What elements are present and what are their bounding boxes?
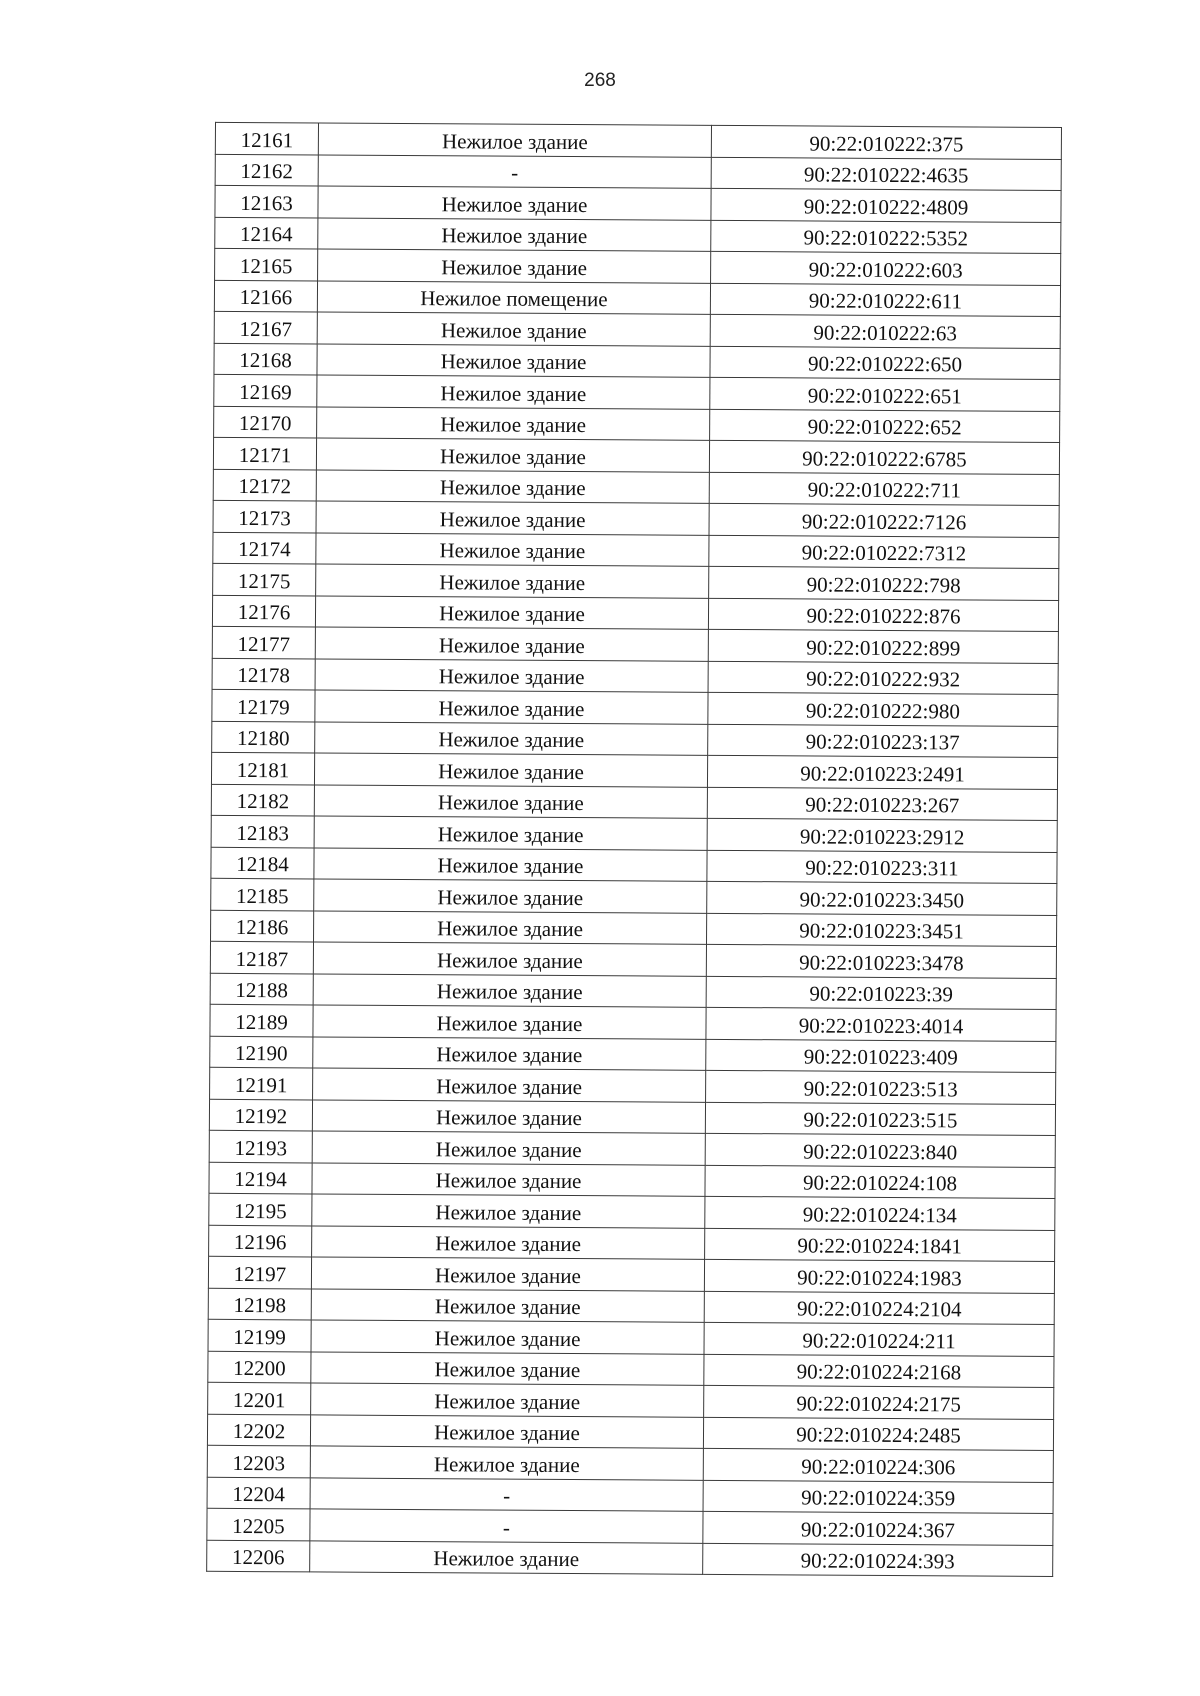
object-type-cell: - [310,1477,703,1511]
cadastral-number-cell: 90:22:010222:980 [708,692,1058,726]
object-type-cell: Нежилое здание [318,217,711,251]
table-row [209,1099,1055,1136]
table-row [215,217,1061,254]
table-row [212,721,1058,758]
table-row [208,1256,1054,1293]
table-row [209,1193,1055,1230]
row-number-cell: 12180 [212,721,315,753]
row-number-cell: 12197 [208,1256,311,1288]
cadastral-number-cell: 90:22:010224:108 [705,1165,1055,1199]
table-row [214,374,1060,411]
row-number-cell: 12165 [215,248,318,280]
table-row [215,248,1061,285]
cadastral-number-cell: 90:22:010224:306 [703,1448,1053,1482]
object-type-cell: Нежилое здание [315,595,708,629]
cadastral-number-cell: 90:22:010223:515 [705,1102,1055,1136]
cadastral-number-cell: 90:22:010222:5352 [711,220,1061,254]
page-number: 268 [584,70,616,91]
cadastral-number-cell: 90:22:010223:3450 [707,881,1057,915]
table-row [208,1351,1054,1388]
object-type-cell: Нежилое здание [312,1131,705,1165]
row-number-cell: 12167 [214,311,317,343]
row-number-cell: 12183 [211,815,314,847]
cadastral-number-cell: 90:22:010224:134 [705,1196,1055,1230]
row-number-cell: 12196 [209,1225,312,1257]
object-type-cell: Нежилое здание [316,469,709,503]
cadastral-number-cell: 90:22:010222:603 [711,251,1061,285]
table-row [215,154,1061,191]
object-type-cell: Нежилое здание [311,1257,704,1291]
object-type-cell: Нежилое здание [313,1068,706,1102]
object-type-cell: Нежилое здание [312,1225,705,1259]
table-row [213,500,1059,537]
row-number-cell: 12171 [213,437,316,469]
row-number-cell: 12163 [215,185,318,217]
object-type-cell: Нежилое здание [310,1446,703,1480]
cadastral-number-cell: 90:22:010222:611 [710,283,1060,317]
table-row [211,752,1057,789]
cadastral-number-cell: 90:22:010224:211 [704,1322,1054,1356]
object-type-cell: Нежилое здание [316,532,709,566]
cadastral-number-cell: 90:22:010222:63 [710,314,1060,348]
row-number-cell: 12192 [209,1099,312,1131]
object-type-cell: Нежилое здание [314,753,707,787]
row-number-cell: 12204 [207,1477,310,1509]
row-number-cell: 12190 [210,1036,313,1068]
row-number-cell: 12161 [215,122,318,154]
cadastral-number-cell: 90:22:010223:2491 [707,755,1057,789]
row-number-cell: 12164 [215,217,318,249]
object-type-cell: Нежилое здание [318,186,711,220]
row-number-cell: 12199 [208,1319,311,1351]
cadastral-number-cell: 90:22:010224:2485 [703,1417,1053,1451]
cadastral-number-cell: 90:22:010224:393 [703,1543,1053,1577]
cadastral-number-cell: 90:22:010223:311 [707,850,1057,884]
row-number-cell: 12200 [208,1351,311,1383]
table-row [209,1130,1055,1167]
table-row [215,122,1061,159]
cadastral-number-cell: 90:22:010223:267 [707,787,1057,821]
table-row [207,1445,1053,1482]
table-row [211,910,1057,947]
object-type-cell: - [310,1509,703,1543]
object-type-cell: Нежилое здание [311,1320,704,1354]
cadastral-number-cell: 90:22:010224:367 [703,1511,1053,1545]
object-type-cell: Нежилое здание [316,501,709,535]
row-number-cell: 12184 [211,847,314,879]
cadastral-number-cell: 90:22:010224:359 [703,1480,1053,1514]
row-number-cell: 12178 [212,658,315,690]
object-type-cell: Нежилое здание [314,910,707,944]
row-number-cell: 12186 [211,910,314,942]
object-type-cell: Нежилое здание [313,973,706,1007]
object-type-cell: Нежилое здание [315,690,708,724]
table-row [212,689,1058,726]
table-row [213,532,1059,569]
row-number-cell: 12169 [214,374,317,406]
object-type-cell: Нежилое здание [313,1005,706,1039]
cadastral-number-cell: 90:22:010224:2104 [704,1291,1054,1325]
object-type-cell: - [318,154,711,188]
cadastral-number-cell: 90:22:010222:651 [710,377,1060,411]
row-number-cell: 12176 [212,595,315,627]
object-type-cell: Нежилое здание [317,343,710,377]
object-type-cell: Нежилое здание [318,123,711,157]
table-row [213,563,1059,600]
table-row [212,658,1058,695]
object-type-cell: Нежилое здание [311,1351,704,1385]
table-row [208,1288,1054,1325]
table-row [212,626,1058,663]
table-row [214,311,1060,348]
row-number-cell: 12201 [208,1382,311,1414]
cadastral-number-cell: 90:22:010222:876 [708,598,1058,632]
object-type-cell: Нежилое здание [314,784,707,818]
cadastral-number-cell: 90:22:010223:3451 [707,913,1057,947]
object-type-cell: Нежилое здание [315,658,708,692]
row-number-cell: 12181 [211,752,314,784]
row-number-cell: 12188 [210,973,313,1005]
cadastral-number-cell: 90:22:010224:2168 [704,1354,1054,1388]
table-row [214,406,1060,443]
table-row [211,784,1057,821]
cadastral-number-cell: 90:22:010223:840 [705,1133,1055,1167]
object-type-cell: Нежилое здание [311,1383,704,1417]
table-row [210,941,1056,978]
table-row [209,1162,1055,1199]
row-number-cell: 12170 [214,406,317,438]
table-row [207,1508,1053,1545]
cadastral-number-cell: 90:22:010223:513 [706,1070,1056,1104]
registry-table-body [207,122,1062,1576]
cadastral-number-cell: 90:22:010222:4635 [711,157,1061,191]
object-type-cell: Нежилое здание [315,721,708,755]
table-row [207,1477,1053,1514]
object-type-cell: Нежилое здание [312,1162,705,1196]
cadastral-number-cell: 90:22:010222:798 [709,566,1059,600]
table-row [212,595,1058,632]
row-number-cell: 12191 [210,1067,313,1099]
row-number-cell: 12182 [211,784,314,816]
row-number-cell: 12189 [210,1004,313,1036]
registry-table [206,122,1062,1577]
row-number-cell: 12185 [211,878,314,910]
table-row [213,437,1059,474]
table-row [215,185,1061,222]
table-row [210,1067,1056,1104]
table-row [209,1225,1055,1262]
cadastral-number-cell: 90:22:010222:6785 [709,440,1059,474]
cadastral-number-cell: 90:22:010222:652 [710,409,1060,443]
object-type-cell: Нежилое здание [310,1540,703,1574]
object-type-cell: Нежилое здание [313,1036,706,1070]
row-number-cell: 12198 [208,1288,311,1320]
object-type-cell: Нежилое здание [317,406,710,440]
object-type-cell: Нежилое здание [310,1414,703,1448]
row-number-cell: 12177 [212,626,315,658]
row-number-cell: 12187 [210,941,313,973]
cadastral-number-cell: 90:22:010223:2912 [707,818,1057,852]
cadastral-number-cell: 90:22:010223:39 [706,976,1056,1010]
cadastral-number-cell: 90:22:010223:3478 [706,944,1056,978]
object-type-cell: Нежилое здание [313,942,706,976]
table-row [207,1540,1053,1577]
table-row [208,1319,1054,1356]
cadastral-number-cell: 90:22:010222:711 [709,472,1059,506]
cadastral-number-cell: 90:22:010223:137 [708,724,1058,758]
row-number-cell: 12195 [209,1193,312,1225]
object-type-cell: Нежилое помещение [317,280,710,314]
cadastral-number-cell: 90:22:010222:650 [710,346,1060,380]
row-number-cell: 12179 [212,689,315,721]
object-type-cell: Нежилое здание [311,1288,704,1322]
row-number-cell: 12172 [213,469,316,501]
table-row [214,280,1060,317]
row-number-cell: 12206 [207,1540,310,1572]
row-number-cell: 12168 [214,343,317,375]
object-type-cell: Нежилое здание [316,564,709,598]
cadastral-number-cell: 90:22:010222:899 [708,629,1058,663]
table-row [210,973,1056,1010]
cadastral-number-cell: 90:22:010224:1841 [705,1228,1055,1262]
object-type-cell: Нежилое здание [316,438,709,472]
cadastral-number-cell: 90:22:010223:4014 [706,1007,1056,1041]
row-number-cell: 12203 [207,1445,310,1477]
object-type-cell: Нежилое здание [315,627,708,661]
cadastral-number-cell: 90:22:010222:7312 [709,535,1059,569]
object-type-cell: Нежилое здание [314,879,707,913]
table-row [211,878,1057,915]
table-row [208,1382,1054,1419]
object-type-cell: Нежилое здание [317,375,710,409]
table-row [210,1004,1056,1041]
row-number-cell: 12193 [209,1130,312,1162]
object-type-cell: Нежилое здание [314,816,707,850]
table-row [211,815,1057,852]
row-number-cell: 12202 [207,1414,310,1446]
object-type-cell: Нежилое здание [318,249,711,283]
cadastral-number-cell: 90:22:010223:409 [706,1039,1056,1073]
table-row [210,1036,1056,1073]
row-number-cell: 12205 [207,1508,310,1540]
table-row [214,343,1060,380]
object-type-cell: Нежилое здание [312,1099,705,1133]
row-number-cell: 12162 [215,154,318,186]
cadastral-number-cell: 90:22:010224:1983 [704,1259,1054,1293]
cadastral-number-cell: 90:22:010222:7126 [709,503,1059,537]
cadastral-number-cell: 90:22:010222:932 [708,661,1058,695]
row-number-cell: 12166 [214,280,317,312]
table-row [207,1414,1053,1451]
row-number-cell: 12194 [209,1162,312,1194]
object-type-cell: Нежилое здание [317,312,710,346]
object-type-cell: Нежилое здание [314,847,707,881]
row-number-cell: 12174 [213,532,316,564]
row-number-cell: 12173 [213,500,316,532]
cadastral-number-cell: 90:22:010224:2175 [704,1385,1054,1419]
table-row [211,847,1057,884]
row-number-cell: 12175 [213,563,316,595]
cadastral-number-cell: 90:22:010222:375 [711,125,1061,159]
object-type-cell: Нежилое здание [312,1194,705,1228]
cadastral-number-cell: 90:22:010222:4809 [711,188,1061,222]
table-row [213,469,1059,506]
